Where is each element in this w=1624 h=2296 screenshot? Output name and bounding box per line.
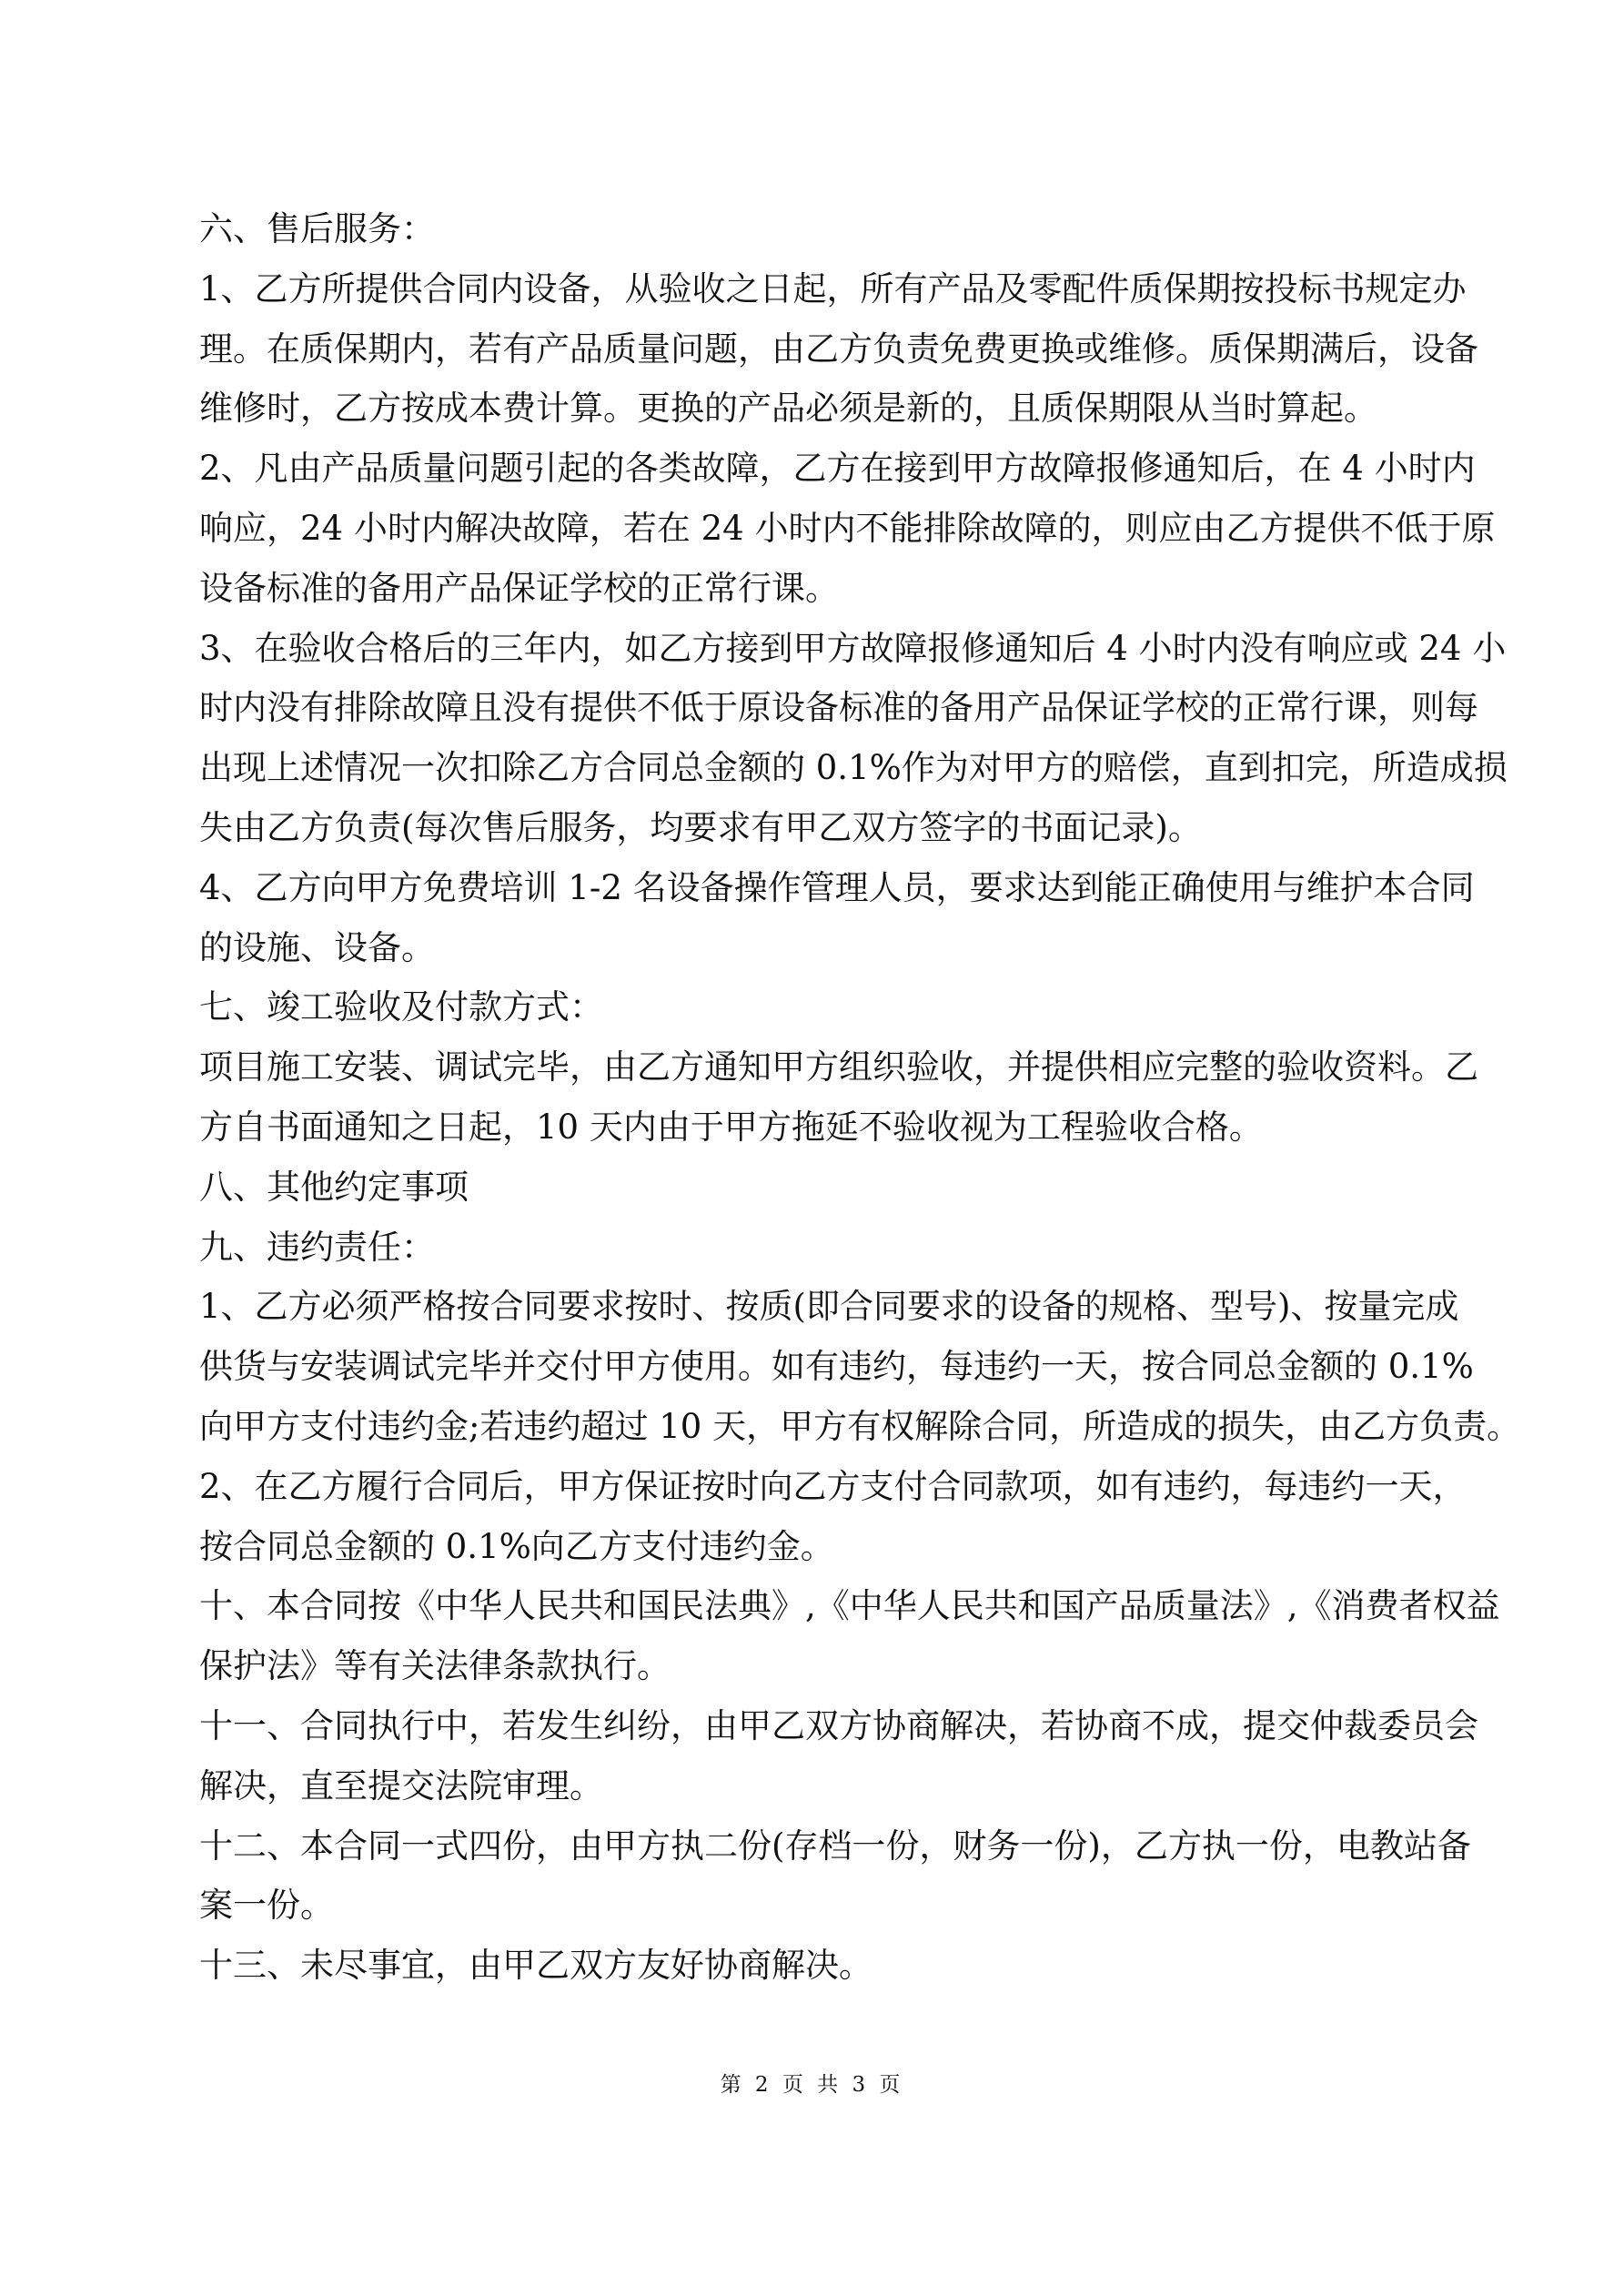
text-line: 3、在验收合格后的三年内，如乙方接到甲方故障报修通知后 4 小时内没有响应或 24 小 (199, 628, 1507, 668)
text-line: 向甲方支付违约金;若违约超过 10 天，甲方有权解除合同，所造成的损失，由乙方负责。 (199, 1407, 1521, 1446)
text-line: 理。在质保期内，若有产品质量问题，由乙方负责免费更换或维修。质保期满后，设备 (199, 329, 1478, 369)
text-line: 出现上述情况一次扣除乙方合同总金额的 0.1%作为对甲方的赔偿，直到扣完，所造成损 (199, 748, 1508, 788)
text-line: 十一、合同执行中，若发生纠纷，由甲乙双方协商解决，若协商不成，提交仲裁委员会 (199, 1706, 1478, 1745)
text-line: 保护法》等有关法律条款执行。 (199, 1646, 671, 1686)
text-line: 十三、未尽事宜，由甲乙双方友好协商解决。 (199, 1946, 873, 1986)
text-line: 时内没有排除故障且没有提供不低于原设备标准的备用产品保证学校的正常行课，则每 (199, 688, 1478, 728)
text-line: 2、凡由产品质量问题引起的各类故障，乙方在接到甲方故障报修通知后，在 4 小时内 (199, 449, 1476, 489)
text-line: 项目施工安装、调试完毕，由乙方通知甲方组织验收，并提供相应完整的验收资料。乙 (199, 1047, 1478, 1087)
text-line: 4、乙方向甲方免费培训 1-2 名设备操作管理人员，要求达到能正确使用与维护本合同 (199, 867, 1475, 907)
text-line: 六、售后服务： (199, 209, 435, 248)
text-line: 维修时，乙方按成本费计算。更换的产品必须是新的，且质保期限从当时算起。 (199, 389, 1377, 429)
text-line: 的设施、设备。 (199, 927, 435, 967)
text-line: 1、乙方所提供合同内设备，从验收之日起，所有产品及零配件质保期按投标书规定办 (199, 268, 1467, 308)
text-line: 解决，直至提交法院审理。 (199, 1765, 603, 1805)
text-line: 十、本合同按《中华人民共和国民法典》,《中华人民共和国产品质量法》,《消费者权益 (199, 1586, 1500, 1626)
text-line: 案一份。 (199, 1886, 334, 1926)
text-line: 失由乙方负责(每次售后服务，均要求有甲乙双方签字的书面记录)。 (199, 808, 1202, 847)
text-line: 供货与安装调试完毕并交付甲方使用。如有违约，每违约一天，按合同总金额的 0.1% (199, 1347, 1474, 1387)
text-line: 设备标准的备用产品保证学校的正常行课。 (199, 568, 839, 608)
text-line: 响应，24 小时内解决故障，若在 24 小时内不能排除故障的，则应由乙方提供不低于原 (199, 509, 1496, 548)
text-line: 十二、本合同一式四份，由甲方执二份(存档一份，财务一份)，乙方执一份，电教站备 (199, 1826, 1471, 1866)
text-line: 按合同总金额的 0.1%向乙方支付违约金。 (199, 1526, 834, 1566)
text-line: 2、在乙方履行合同后，甲方保证按时向乙方支付合同款项，如有违约，每违约一天， (199, 1466, 1467, 1506)
text-line: 九、违约责任： (199, 1227, 435, 1267)
text-line: 1、乙方必须严格按合同要求按时、按质(即合同要求的设备的规格、型号)、按量完成 (199, 1287, 1459, 1327)
page-footer: 第 2 页 共 3 页 (720, 2073, 904, 2097)
text-line: 七、竣工验收及付款方式： (199, 987, 603, 1027)
text-line: 八、其他约定事项 (199, 1167, 469, 1207)
text-line: 方自书面通知之日起，10 天内由于甲方拖延不验收视为工程验收合格。 (199, 1108, 1263, 1147)
